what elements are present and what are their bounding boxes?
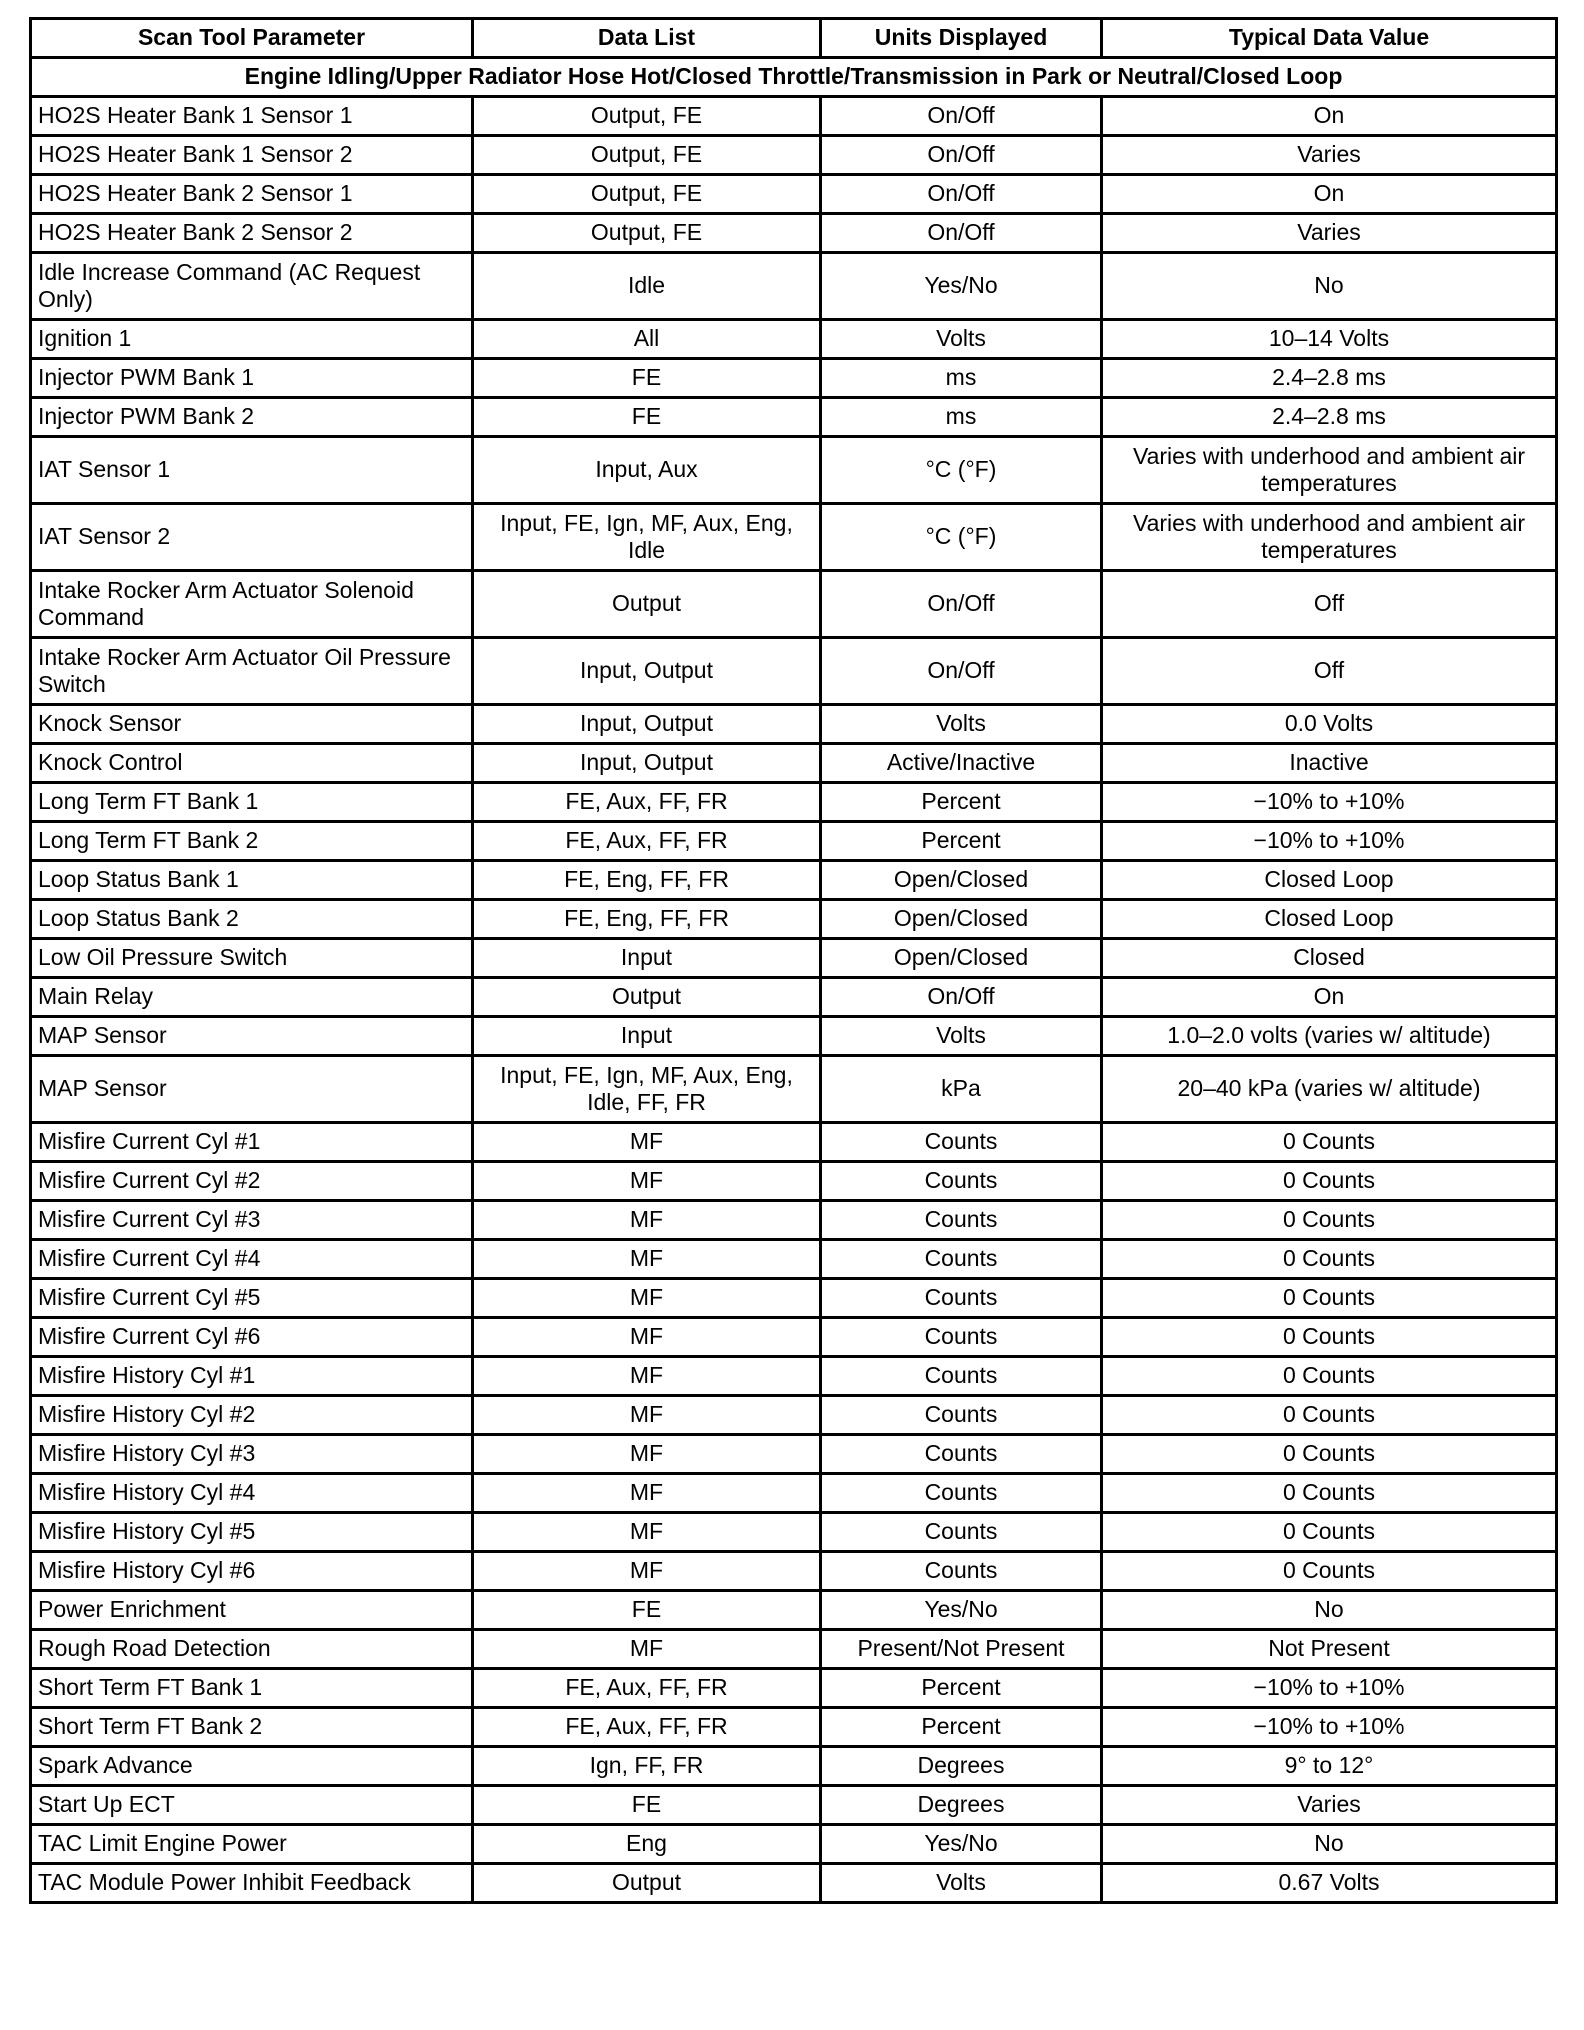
parameter-cell: Loop Status Bank 2 xyxy=(31,900,473,939)
section-title: Engine Idling/Upper Radiator Hose Hot/Closed Throttle/Transmission in Park or Neutral/Closed Loop xyxy=(31,58,1557,97)
data-list-cell: Input xyxy=(473,939,821,978)
units-cell: Counts xyxy=(821,1435,1102,1474)
parameter-cell: Idle Increase Command (AC Request Only) xyxy=(31,253,473,320)
typical-value-cell: Closed Loop xyxy=(1102,861,1557,900)
units-cell: Counts xyxy=(821,1279,1102,1318)
table-row xyxy=(31,861,1557,900)
parameter-cell: Misfire History Cyl #4 xyxy=(31,1474,473,1513)
table-row xyxy=(31,1513,1557,1552)
data-list-cell: MF xyxy=(473,1630,821,1669)
data-list-cell: All xyxy=(473,320,821,359)
typical-value-cell: 0.0 Volts xyxy=(1102,705,1557,744)
scan-tool-data-table xyxy=(29,17,1558,1904)
table-row xyxy=(31,398,1557,437)
parameter-cell: TAC Limit Engine Power xyxy=(31,1825,473,1864)
table-row xyxy=(31,1825,1557,1864)
data-list-cell: MF xyxy=(473,1240,821,1279)
typical-value-cell: 0 Counts xyxy=(1102,1513,1557,1552)
table-row xyxy=(31,97,1557,136)
units-cell: Yes/No xyxy=(821,1825,1102,1864)
typical-value-cell: 0.67 Volts xyxy=(1102,1864,1557,1903)
parameter-cell: Intake Rocker Arm Actuator Solenoid Command xyxy=(31,571,473,638)
data-list-cell: FE, Eng, FF, FR xyxy=(473,861,821,900)
typical-value-cell: 0 Counts xyxy=(1102,1318,1557,1357)
data-list-cell: FE, Aux, FF, FR xyxy=(473,822,821,861)
typical-value-cell: On xyxy=(1102,978,1557,1017)
parameter-cell: Main Relay xyxy=(31,978,473,1017)
parameter-cell: Injector PWM Bank 1 xyxy=(31,359,473,398)
parameter-cell: Knock Sensor xyxy=(31,705,473,744)
units-cell: ms xyxy=(821,359,1102,398)
typical-value-cell: 0 Counts xyxy=(1102,1240,1557,1279)
table-row xyxy=(31,571,1557,638)
data-list-cell: Input, Aux xyxy=(473,437,821,504)
data-list-cell: Input, FE, Ign, MF, Aux, Eng, Idle xyxy=(473,504,821,571)
parameter-cell: Injector PWM Bank 2 xyxy=(31,398,473,437)
table-row xyxy=(31,1396,1557,1435)
data-list-cell: Output, FE xyxy=(473,97,821,136)
parameter-cell: Low Oil Pressure Switch xyxy=(31,939,473,978)
parameter-cell: Knock Control xyxy=(31,744,473,783)
data-list-cell: Output xyxy=(473,978,821,1017)
typical-value-cell: Inactive xyxy=(1102,744,1557,783)
table-row xyxy=(31,900,1557,939)
table-row xyxy=(31,1318,1557,1357)
table-row xyxy=(31,136,1557,175)
typical-value-cell: 0 Counts xyxy=(1102,1552,1557,1591)
typical-value-cell: 0 Counts xyxy=(1102,1474,1557,1513)
units-cell: Present/Not Present xyxy=(821,1630,1102,1669)
data-list-cell: Output, FE xyxy=(473,214,821,253)
data-list-cell: FE, Aux, FF, FR xyxy=(473,1708,821,1747)
units-cell: Counts xyxy=(821,1123,1102,1162)
table-row xyxy=(31,1357,1557,1396)
table-row xyxy=(31,1279,1557,1318)
header-typical-value: Typical Data Value xyxy=(1102,19,1557,58)
data-list-cell: MF xyxy=(473,1318,821,1357)
typical-value-cell: No xyxy=(1102,1591,1557,1630)
parameter-cell: Misfire Current Cyl #6 xyxy=(31,1318,473,1357)
table-row xyxy=(31,783,1557,822)
data-list-cell: FE xyxy=(473,359,821,398)
table-row xyxy=(31,638,1557,705)
table-row xyxy=(31,214,1557,253)
data-list-cell: Input, Output xyxy=(473,638,821,705)
data-list-cell: MF xyxy=(473,1474,821,1513)
typical-value-cell: 0 Counts xyxy=(1102,1123,1557,1162)
parameter-cell: Short Term FT Bank 2 xyxy=(31,1708,473,1747)
parameter-cell: Misfire Current Cyl #5 xyxy=(31,1279,473,1318)
typical-value-cell: Varies with underhood and ambient air temperatures xyxy=(1102,504,1557,571)
table-row xyxy=(31,253,1557,320)
table-row xyxy=(31,1240,1557,1279)
units-cell: On/Off xyxy=(821,571,1102,638)
header-data-list: Data List xyxy=(473,19,821,58)
parameter-cell: Misfire History Cyl #1 xyxy=(31,1357,473,1396)
units-cell: On/Off xyxy=(821,214,1102,253)
units-cell: On/Off xyxy=(821,136,1102,175)
table-row xyxy=(31,978,1557,1017)
table-row xyxy=(31,1786,1557,1825)
data-list-cell: FE xyxy=(473,1591,821,1630)
data-list-cell: MF xyxy=(473,1435,821,1474)
data-list-cell: FE xyxy=(473,398,821,437)
parameter-cell: Misfire Current Cyl #2 xyxy=(31,1162,473,1201)
table-row xyxy=(31,1552,1557,1591)
units-cell: On/Off xyxy=(821,97,1102,136)
table-row xyxy=(31,1017,1557,1056)
typical-value-cell: 2.4–2.8 ms xyxy=(1102,398,1557,437)
parameter-cell: Start Up ECT xyxy=(31,1786,473,1825)
typical-value-cell: On xyxy=(1102,97,1557,136)
units-cell: Active/Inactive xyxy=(821,744,1102,783)
table-row xyxy=(31,1123,1557,1162)
parameter-cell: HO2S Heater Bank 1 Sensor 2 xyxy=(31,136,473,175)
parameter-cell: MAP Sensor xyxy=(31,1017,473,1056)
typical-value-cell: No xyxy=(1102,1825,1557,1864)
units-cell: °C (°F) xyxy=(821,504,1102,571)
units-cell: Open/Closed xyxy=(821,900,1102,939)
table-row xyxy=(31,1435,1557,1474)
units-cell: Volts xyxy=(821,1864,1102,1903)
parameter-cell: Short Term FT Bank 1 xyxy=(31,1669,473,1708)
table-row xyxy=(31,437,1557,504)
header-row xyxy=(31,19,1557,58)
data-list-cell: Output, FE xyxy=(473,175,821,214)
units-cell: Open/Closed xyxy=(821,939,1102,978)
parameter-cell: HO2S Heater Bank 2 Sensor 2 xyxy=(31,214,473,253)
table-row xyxy=(31,1864,1557,1903)
table-row xyxy=(31,1747,1557,1786)
table-row xyxy=(31,1630,1557,1669)
units-cell: °C (°F) xyxy=(821,437,1102,504)
header-units: Units Displayed xyxy=(821,19,1102,58)
data-list-cell: Eng xyxy=(473,1825,821,1864)
units-cell: Percent xyxy=(821,822,1102,861)
units-cell: Counts xyxy=(821,1162,1102,1201)
parameter-cell: Long Term FT Bank 2 xyxy=(31,822,473,861)
data-list-cell: MF xyxy=(473,1162,821,1201)
typical-value-cell: Varies xyxy=(1102,214,1557,253)
units-cell: Counts xyxy=(821,1396,1102,1435)
units-cell: On/Off xyxy=(821,978,1102,1017)
table-row xyxy=(31,1474,1557,1513)
data-list-cell: MF xyxy=(473,1357,821,1396)
data-list-cell: Input, Output xyxy=(473,705,821,744)
data-list-cell: MF xyxy=(473,1552,821,1591)
table-row xyxy=(31,320,1557,359)
typical-value-cell: Not Present xyxy=(1102,1630,1557,1669)
data-list-cell: Input xyxy=(473,1017,821,1056)
table-row xyxy=(31,1669,1557,1708)
typical-value-cell: 10–14 Volts xyxy=(1102,320,1557,359)
data-list-cell: MF xyxy=(473,1123,821,1162)
units-cell: Counts xyxy=(821,1474,1102,1513)
units-cell: Counts xyxy=(821,1513,1102,1552)
typical-value-cell: Varies xyxy=(1102,1786,1557,1825)
data-list-cell: FE xyxy=(473,1786,821,1825)
typical-value-cell: 9° to 12° xyxy=(1102,1747,1557,1786)
data-list-cell: Input, Output xyxy=(473,744,821,783)
units-cell: Counts xyxy=(821,1201,1102,1240)
units-cell: Counts xyxy=(821,1552,1102,1591)
data-list-cell: Output, FE xyxy=(473,136,821,175)
typical-value-cell: 0 Counts xyxy=(1102,1201,1557,1240)
units-cell: Counts xyxy=(821,1357,1102,1396)
units-cell: kPa xyxy=(821,1056,1102,1123)
units-cell: Volts xyxy=(821,705,1102,744)
data-list-cell: Output xyxy=(473,571,821,638)
data-list-cell: Idle xyxy=(473,253,821,320)
data-list-cell: MF xyxy=(473,1513,821,1552)
typical-value-cell: Closed Loop xyxy=(1102,900,1557,939)
table-row xyxy=(31,1708,1557,1747)
parameter-cell: Power Enrichment xyxy=(31,1591,473,1630)
units-cell: Degrees xyxy=(821,1747,1102,1786)
table-row xyxy=(31,939,1557,978)
typical-value-cell: 0 Counts xyxy=(1102,1357,1557,1396)
table-row xyxy=(31,705,1557,744)
units-cell: Volts xyxy=(821,1017,1102,1056)
units-cell: Degrees xyxy=(821,1786,1102,1825)
table-row xyxy=(31,1201,1557,1240)
parameter-cell: Misfire History Cyl #6 xyxy=(31,1552,473,1591)
units-cell: Counts xyxy=(821,1318,1102,1357)
typical-value-cell: On xyxy=(1102,175,1557,214)
table-row xyxy=(31,822,1557,861)
typical-value-cell: 2.4–2.8 ms xyxy=(1102,359,1557,398)
section-row xyxy=(31,58,1557,97)
parameter-cell: Misfire Current Cyl #3 xyxy=(31,1201,473,1240)
typical-value-cell: 0 Counts xyxy=(1102,1396,1557,1435)
units-cell: Yes/No xyxy=(821,1591,1102,1630)
parameter-cell: HO2S Heater Bank 1 Sensor 1 xyxy=(31,97,473,136)
table-row xyxy=(31,175,1557,214)
typical-value-cell: −10% to +10% xyxy=(1102,822,1557,861)
data-list-cell: MF xyxy=(473,1396,821,1435)
parameter-cell: Misfire History Cyl #3 xyxy=(31,1435,473,1474)
typical-value-cell: Off xyxy=(1102,638,1557,705)
typical-value-cell: 1.0–2.0 volts (varies w/ altitude) xyxy=(1102,1017,1557,1056)
parameter-cell: Ignition 1 xyxy=(31,320,473,359)
data-list-cell: FE, Eng, FF, FR xyxy=(473,900,821,939)
typical-value-cell: 0 Counts xyxy=(1102,1435,1557,1474)
units-cell: On/Off xyxy=(821,175,1102,214)
units-cell: Percent xyxy=(821,1708,1102,1747)
typical-value-cell: Varies with underhood and ambient air temperatures xyxy=(1102,437,1557,504)
parameter-cell: Loop Status Bank 1 xyxy=(31,861,473,900)
units-cell: Percent xyxy=(821,1669,1102,1708)
typical-value-cell: 0 Counts xyxy=(1102,1162,1557,1201)
data-list-cell: FE, Aux, FF, FR xyxy=(473,1669,821,1708)
units-cell: Volts xyxy=(821,320,1102,359)
table-row xyxy=(31,359,1557,398)
parameter-cell: IAT Sensor 2 xyxy=(31,504,473,571)
table-row xyxy=(31,504,1557,571)
data-list-cell: Output xyxy=(473,1864,821,1903)
typical-value-cell: 20–40 kPa (varies w/ altitude) xyxy=(1102,1056,1557,1123)
typical-value-cell: −10% to +10% xyxy=(1102,783,1557,822)
typical-value-cell: Off xyxy=(1102,571,1557,638)
units-cell: Counts xyxy=(821,1240,1102,1279)
units-cell: Yes/No xyxy=(821,253,1102,320)
typical-value-cell: −10% to +10% xyxy=(1102,1669,1557,1708)
units-cell: ms xyxy=(821,398,1102,437)
typical-value-cell: −10% to +10% xyxy=(1102,1708,1557,1747)
units-cell: Percent xyxy=(821,783,1102,822)
typical-value-cell: No xyxy=(1102,253,1557,320)
parameter-cell: Spark Advance xyxy=(31,1747,473,1786)
parameter-cell: Misfire History Cyl #2 xyxy=(31,1396,473,1435)
data-list-cell: Ign, FF, FR xyxy=(473,1747,821,1786)
parameter-cell: Misfire Current Cyl #4 xyxy=(31,1240,473,1279)
typical-value-cell: Closed xyxy=(1102,939,1557,978)
parameter-cell: Misfire History Cyl #5 xyxy=(31,1513,473,1552)
table-row xyxy=(31,1056,1557,1123)
parameter-cell: IAT Sensor 1 xyxy=(31,437,473,504)
table-row xyxy=(31,744,1557,783)
parameter-cell: TAC Module Power Inhibit Feedback xyxy=(31,1864,473,1903)
parameter-cell: HO2S Heater Bank 2 Sensor 1 xyxy=(31,175,473,214)
data-list-cell: FE, Aux, FF, FR xyxy=(473,783,821,822)
parameter-cell: MAP Sensor xyxy=(31,1056,473,1123)
typical-value-cell: Varies xyxy=(1102,136,1557,175)
units-cell: On/Off xyxy=(821,638,1102,705)
data-list-cell: Input, FE, Ign, MF, Aux, Eng, Idle, FF, FR xyxy=(473,1056,821,1123)
data-list-cell: MF xyxy=(473,1201,821,1240)
header-parameter: Scan Tool Parameter xyxy=(31,19,473,58)
table-row xyxy=(31,1162,1557,1201)
parameter-cell: Rough Road Detection xyxy=(31,1630,473,1669)
units-cell: Open/Closed xyxy=(821,861,1102,900)
typical-value-cell: 0 Counts xyxy=(1102,1279,1557,1318)
parameter-cell: Intake Rocker Arm Actuator Oil Pressure Switch xyxy=(31,638,473,705)
parameter-cell: Long Term FT Bank 1 xyxy=(31,783,473,822)
data-list-cell: MF xyxy=(473,1279,821,1318)
table-row xyxy=(31,1591,1557,1630)
parameter-cell: Misfire Current Cyl #1 xyxy=(31,1123,473,1162)
